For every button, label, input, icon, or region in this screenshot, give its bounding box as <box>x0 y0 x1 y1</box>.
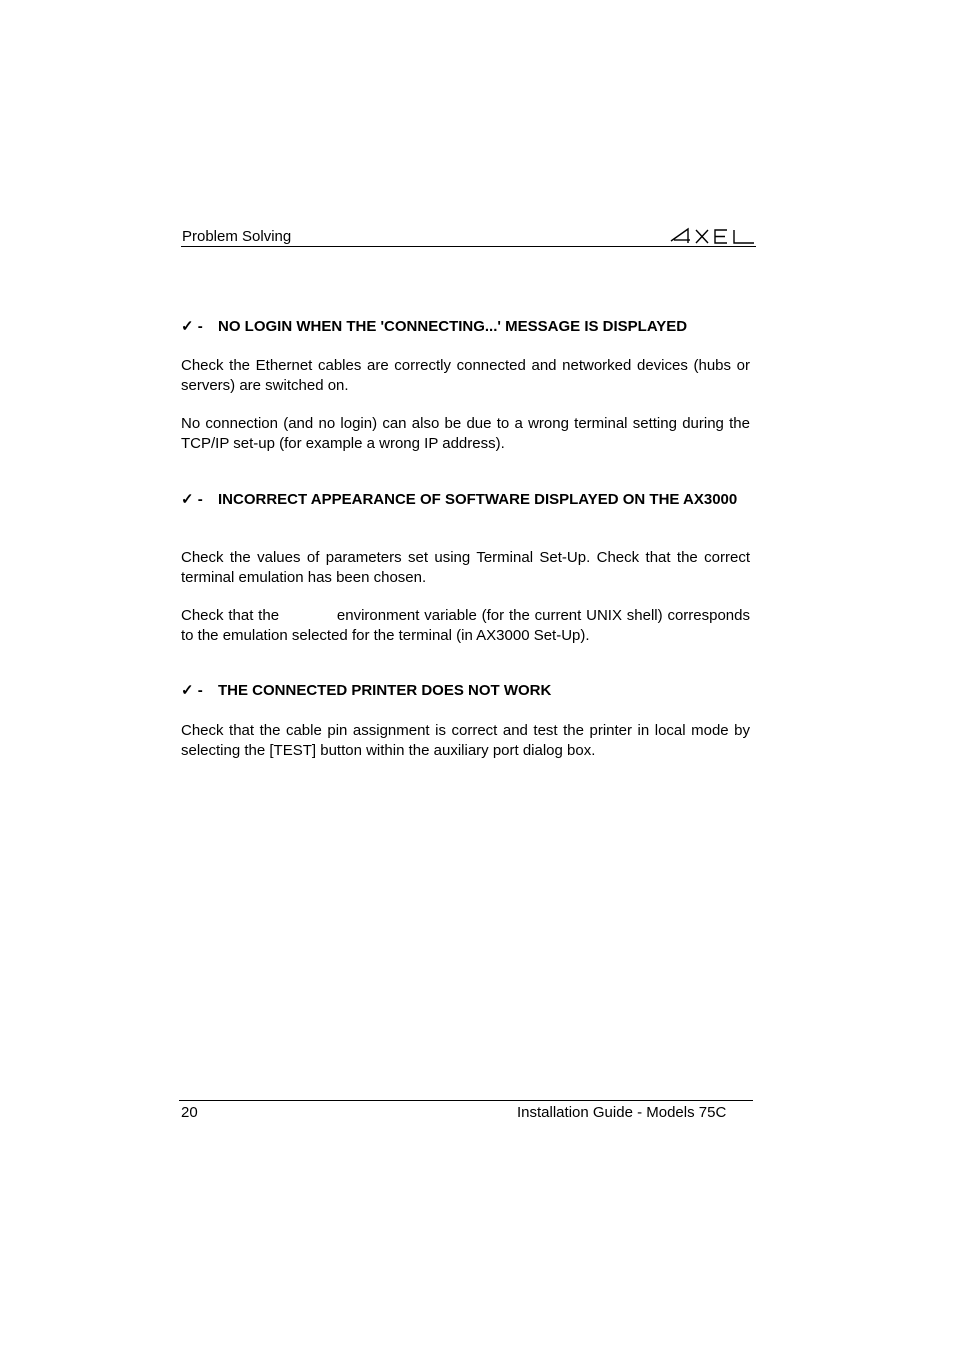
paragraph: Check that the environment variable (for the current UNIX shell) corresponds to the emulation selected for the terminal (in AX3000 Set-Up). <box>181 607 750 644</box>
axel-logo <box>670 227 756 245</box>
footer-rule <box>179 1100 753 1101</box>
paragraph: Check the Ethernet cables are correctly connected and networked devices (hubs or servers) are switched on. <box>181 357 750 394</box>
header-title: Problem Solving <box>182 228 292 245</box>
section-title: THE CONNECTED PRINTER DOES NOT WORK <box>218 682 552 699</box>
page-number: 20 <box>181 1104 198 1121</box>
section-title: NO LOGIN WHEN THE 'CONNECTING...' MESSAGE IS DISPLAYED <box>218 318 688 335</box>
footer-text: Installation Guide - Models 75C <box>517 1104 727 1121</box>
check-icon: ✓ - <box>181 682 203 699</box>
section-title: INCORRECT APPEARANCE OF SOFTWARE DISPLAYED ON THE AX3000 <box>218 491 738 508</box>
paragraph: No connection (and no login) can also be due to a wrong terminal setting during the TCP/IP set-up (for example a wrong IP address). <box>181 415 750 452</box>
check-icon: ✓ - <box>181 491 203 508</box>
paragraph: Check that the cable pin assignment is correct and test the printer in local mode by selecting the [TEST] button within the auxiliary port dialog box. <box>181 722 750 759</box>
paragraph: Check the values of parameters set using Terminal Set-Up. Check that the correct terminal emulation has been chosen. <box>181 549 750 586</box>
check-icon: ✓ - <box>181 318 203 335</box>
page-header <box>181 222 756 247</box>
